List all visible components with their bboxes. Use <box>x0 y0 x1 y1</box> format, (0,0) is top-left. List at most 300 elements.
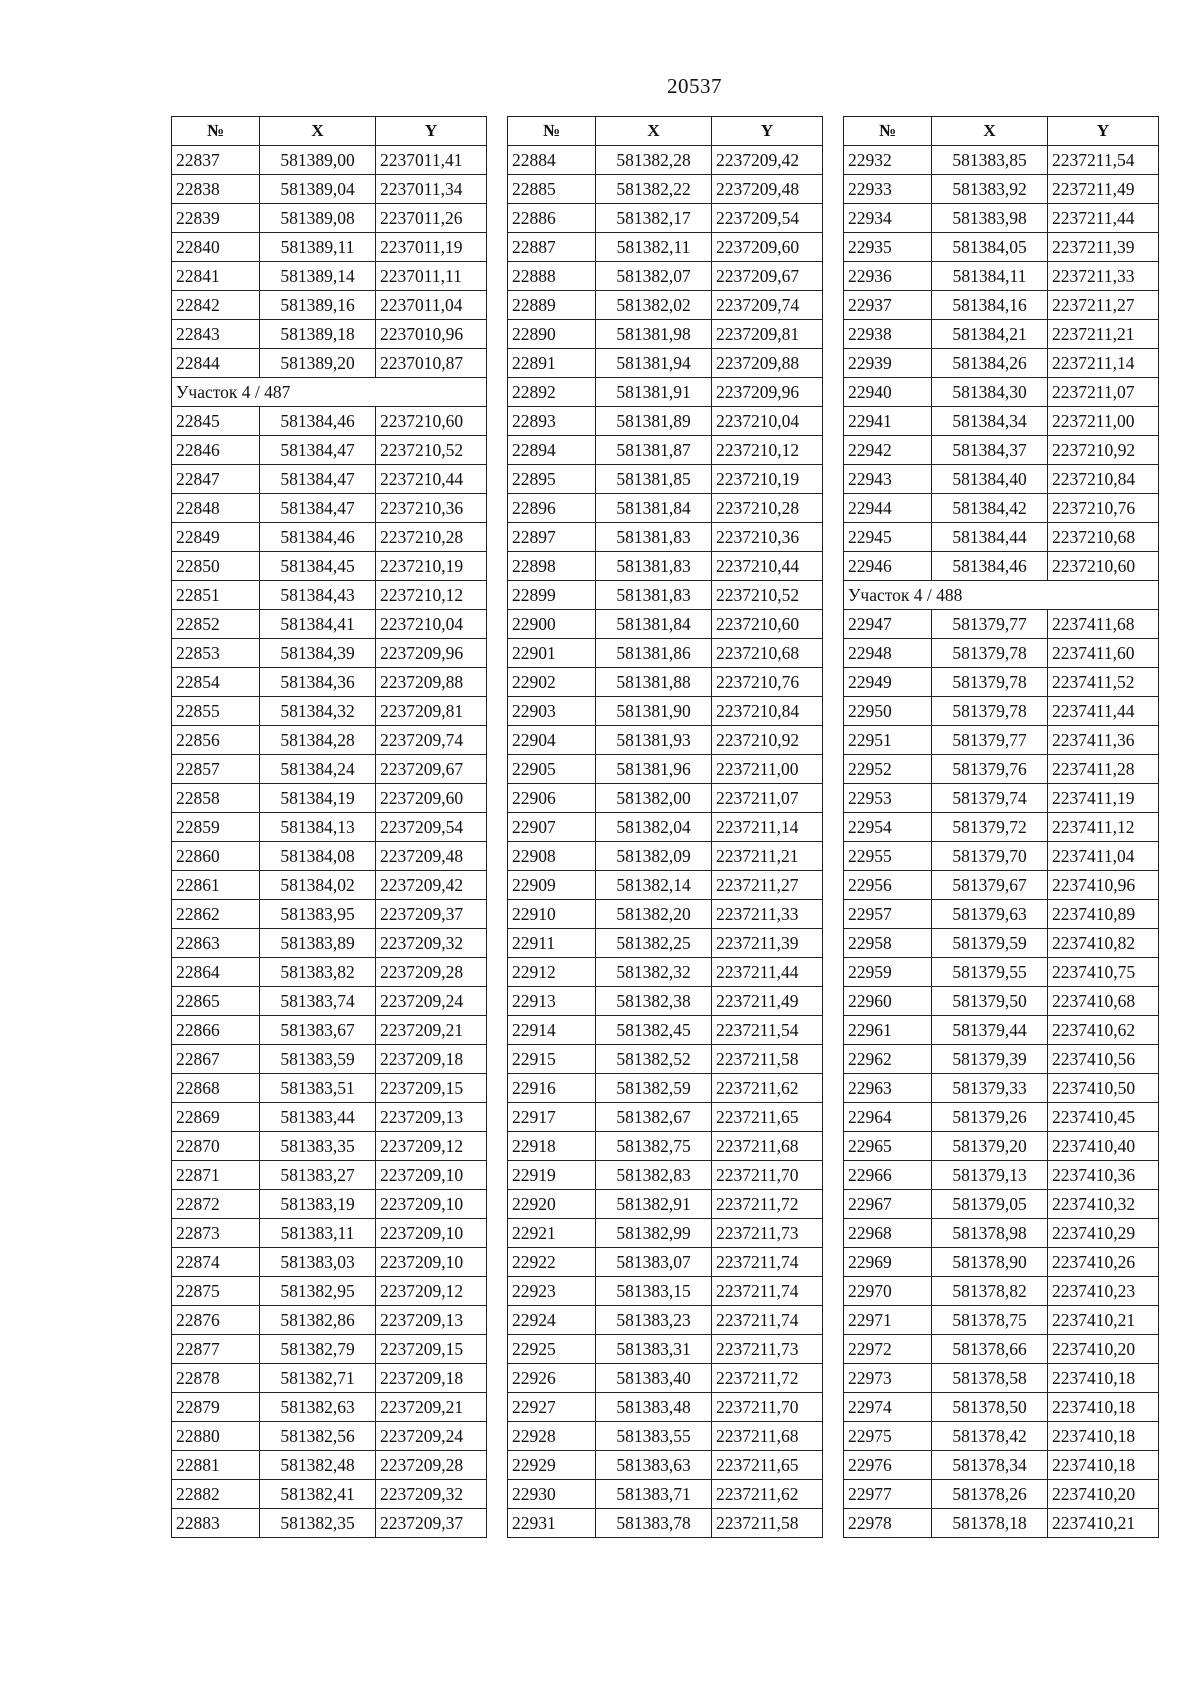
x-coordinate-cell: 581389,08 <box>260 204 376 233</box>
y-coordinate-cell: 2237210,12 <box>712 436 823 465</box>
x-coordinate-cell: 581378,58 <box>932 1364 1048 1393</box>
page-number: 20537 <box>667 74 722 98</box>
point-number-cell: 22915 <box>508 1045 596 1074</box>
x-coordinate-cell: 581381,83 <box>596 552 712 581</box>
x-coordinate-cell: 581378,34 <box>932 1451 1048 1480</box>
x-coordinate-cell: 581384,42 <box>932 494 1048 523</box>
x-coordinate-cell: 581382,20 <box>596 900 712 929</box>
table-row <box>508 262 823 291</box>
y-coordinate-cell: 2237211,21 <box>712 842 823 871</box>
table-row <box>844 378 1159 407</box>
x-coordinate-cell: 581378,90 <box>932 1248 1048 1277</box>
table-row <box>172 1509 487 1538</box>
point-number-cell: 22838 <box>172 175 260 204</box>
x-coordinate-cell: 581384,24 <box>260 755 376 784</box>
point-number-cell: 22976 <box>844 1451 932 1480</box>
x-coordinate-cell: 581383,27 <box>260 1161 376 1190</box>
x-coordinate-cell: 581379,59 <box>932 929 1048 958</box>
table-row <box>172 523 487 552</box>
y-coordinate-cell: 2237211,00 <box>712 755 823 784</box>
x-coordinate-cell: 581379,13 <box>932 1161 1048 1190</box>
x-coordinate-cell: 581384,43 <box>260 581 376 610</box>
x-coordinate-cell: 581382,79 <box>260 1335 376 1364</box>
table-row <box>508 842 823 871</box>
x-coordinate-cell: 581382,09 <box>596 842 712 871</box>
y-coordinate-cell: 2237209,32 <box>376 1480 487 1509</box>
x-coordinate-cell: 581381,83 <box>596 581 712 610</box>
point-number-cell: 22974 <box>844 1393 932 1422</box>
point-number-cell: 22860 <box>172 842 260 871</box>
table-row <box>172 1103 487 1132</box>
y-coordinate-cell: 2237209,96 <box>376 639 487 668</box>
point-number-cell: 22951 <box>844 726 932 755</box>
point-number-cell: 22890 <box>508 320 596 349</box>
x-coordinate-cell: 581389,18 <box>260 320 376 349</box>
y-coordinate-cell: 2237209,18 <box>376 1045 487 1074</box>
table-row <box>508 929 823 958</box>
y-coordinate-cell: 2237211,68 <box>712 1422 823 1451</box>
point-number-cell: 22950 <box>844 697 932 726</box>
x-coordinate-cell: 581381,93 <box>596 726 712 755</box>
y-coordinate-cell: 2237211,65 <box>712 1103 823 1132</box>
y-coordinate-cell: 2237011,04 <box>376 291 487 320</box>
table-row <box>844 1219 1159 1248</box>
x-coordinate-cell: 581378,26 <box>932 1480 1048 1509</box>
point-number-cell: 22959 <box>844 958 932 987</box>
y-coordinate-cell: 2237210,60 <box>1048 552 1159 581</box>
table-row <box>172 494 487 523</box>
point-number-cell: 22875 <box>172 1277 260 1306</box>
x-coordinate-cell: 581383,78 <box>596 1509 712 1538</box>
point-number-cell: 22882 <box>172 1480 260 1509</box>
y-coordinate-cell: 2237210,12 <box>376 581 487 610</box>
point-number-cell: 22889 <box>508 291 596 320</box>
point-number-cell: 22968 <box>844 1219 932 1248</box>
point-number-cell: 22925 <box>508 1335 596 1364</box>
x-coordinate-cell: 581383,74 <box>260 987 376 1016</box>
y-coordinate-cell: 2237211,54 <box>712 1016 823 1045</box>
x-coordinate-cell: 581379,67 <box>932 871 1048 900</box>
y-coordinate-cell: 2237011,26 <box>376 204 487 233</box>
table-row <box>508 1103 823 1132</box>
y-coordinate-cell: 2237209,24 <box>376 987 487 1016</box>
x-coordinate-cell: 581383,19 <box>260 1190 376 1219</box>
x-coordinate-cell: 581382,99 <box>596 1219 712 1248</box>
point-number-cell: 22907 <box>508 813 596 842</box>
table-row <box>508 407 823 436</box>
x-coordinate-cell: 581381,96 <box>596 755 712 784</box>
x-coordinate-cell: 581389,16 <box>260 291 376 320</box>
table-row <box>172 1219 487 1248</box>
table-row <box>508 1335 823 1364</box>
x-coordinate-cell: 581383,23 <box>596 1306 712 1335</box>
y-coordinate-cell: 2237210,60 <box>376 407 487 436</box>
point-number-cell: 22897 <box>508 523 596 552</box>
x-coordinate-cell: 581382,28 <box>596 146 712 175</box>
x-coordinate-cell: 581384,21 <box>932 320 1048 349</box>
x-coordinate-cell: 581379,26 <box>932 1103 1048 1132</box>
x-coordinate-cell: 581379,20 <box>932 1132 1048 1161</box>
y-coordinate-cell: 2237211,49 <box>712 987 823 1016</box>
point-number-cell: 22865 <box>172 987 260 1016</box>
y-coordinate-cell: 2237209,37 <box>376 1509 487 1538</box>
point-number-cell: 22852 <box>172 610 260 639</box>
y-coordinate-cell: 2237209,21 <box>376 1016 487 1045</box>
table-row <box>172 1335 487 1364</box>
x-coordinate-cell: 581384,28 <box>260 726 376 755</box>
coordinates-table-right <box>843 116 1159 1538</box>
header-y: Y <box>1048 117 1159 146</box>
y-coordinate-cell: 2237211,14 <box>712 813 823 842</box>
y-coordinate-cell: 2237211,14 <box>1048 349 1159 378</box>
x-coordinate-cell: 581383,89 <box>260 929 376 958</box>
y-coordinate-cell: 2237211,74 <box>712 1306 823 1335</box>
point-number-cell: 22944 <box>844 494 932 523</box>
x-coordinate-cell: 581384,08 <box>260 842 376 871</box>
x-coordinate-cell: 581379,77 <box>932 726 1048 755</box>
y-coordinate-cell: 2237210,76 <box>712 668 823 697</box>
point-number-cell: 22858 <box>172 784 260 813</box>
y-coordinate-cell: 2237211,74 <box>712 1248 823 1277</box>
x-coordinate-cell: 581378,50 <box>932 1393 1048 1422</box>
point-number-cell: 22893 <box>508 407 596 436</box>
table-row <box>172 842 487 871</box>
y-coordinate-cell: 2237209,12 <box>376 1132 487 1161</box>
point-number-cell: 22878 <box>172 1364 260 1393</box>
table-row <box>172 233 487 262</box>
x-coordinate-cell: 581379,63 <box>932 900 1048 929</box>
x-coordinate-cell: 581384,19 <box>260 784 376 813</box>
table-row <box>172 1480 487 1509</box>
table-row <box>172 871 487 900</box>
point-number-cell: 22872 <box>172 1190 260 1219</box>
table-row <box>844 1103 1159 1132</box>
x-coordinate-cell: 581382,32 <box>596 958 712 987</box>
y-coordinate-cell: 2237410,18 <box>1048 1393 1159 1422</box>
table-row <box>844 1335 1159 1364</box>
y-coordinate-cell: 2237209,24 <box>376 1422 487 1451</box>
point-number-cell: 22921 <box>508 1219 596 1248</box>
point-number-cell: 22901 <box>508 639 596 668</box>
x-coordinate-cell: 581383,98 <box>932 204 1048 233</box>
x-coordinate-cell: 581383,67 <box>260 1016 376 1045</box>
x-coordinate-cell: 581383,11 <box>260 1219 376 1248</box>
table-row <box>844 639 1159 668</box>
x-coordinate-cell: 581389,20 <box>260 349 376 378</box>
x-coordinate-cell: 581379,44 <box>932 1016 1048 1045</box>
x-coordinate-cell: 581382,95 <box>260 1277 376 1306</box>
point-number-cell: 22938 <box>844 320 932 349</box>
y-coordinate-cell: 2237211,58 <box>712 1045 823 1074</box>
point-number-cell: 22966 <box>844 1161 932 1190</box>
point-number-cell: 22972 <box>844 1335 932 1364</box>
x-coordinate-cell: 581381,84 <box>596 610 712 639</box>
point-number-cell: 22877 <box>172 1335 260 1364</box>
y-coordinate-cell: 2237211,27 <box>712 871 823 900</box>
y-coordinate-cell: 2237211,65 <box>712 1451 823 1480</box>
point-number-cell: 22962 <box>844 1045 932 1074</box>
x-coordinate-cell: 581379,78 <box>932 697 1048 726</box>
x-coordinate-cell: 581383,40 <box>596 1364 712 1393</box>
x-coordinate-cell: 581383,59 <box>260 1045 376 1074</box>
y-coordinate-cell: 2237209,10 <box>376 1190 487 1219</box>
point-number-cell: 22932 <box>844 146 932 175</box>
x-coordinate-cell: 581378,75 <box>932 1306 1048 1335</box>
x-coordinate-cell: 581382,38 <box>596 987 712 1016</box>
y-coordinate-cell: 2237211,07 <box>712 784 823 813</box>
table-row <box>844 407 1159 436</box>
table-row <box>844 1422 1159 1451</box>
x-coordinate-cell: 581381,91 <box>596 378 712 407</box>
point-number-cell: 22844 <box>172 349 260 378</box>
table-row <box>172 320 487 349</box>
table-row <box>508 1422 823 1451</box>
x-coordinate-cell: 581382,35 <box>260 1509 376 1538</box>
y-coordinate-cell: 2237210,92 <box>1048 436 1159 465</box>
table-row <box>844 204 1159 233</box>
point-number-cell: 22949 <box>844 668 932 697</box>
header-x: X <box>260 117 376 146</box>
x-coordinate-cell: 581384,36 <box>260 668 376 697</box>
y-coordinate-cell: 2237210,84 <box>1048 465 1159 494</box>
coordinates-table-left <box>171 116 487 1538</box>
x-coordinate-cell: 581382,11 <box>596 233 712 262</box>
point-number-cell: 22945 <box>844 523 932 552</box>
point-number-cell: 22847 <box>172 465 260 494</box>
point-number-cell: 22909 <box>508 871 596 900</box>
table-row <box>508 291 823 320</box>
y-coordinate-cell: 2237209,74 <box>712 291 823 320</box>
x-coordinate-cell: 581383,85 <box>932 146 1048 175</box>
y-coordinate-cell: 2237210,92 <box>712 726 823 755</box>
x-coordinate-cell: 581384,11 <box>932 262 1048 291</box>
x-coordinate-cell: 581383,82 <box>260 958 376 987</box>
y-coordinate-cell: 2237211,27 <box>1048 291 1159 320</box>
table-row <box>508 813 823 842</box>
x-coordinate-cell: 581379,77 <box>932 610 1048 639</box>
x-coordinate-cell: 581384,46 <box>260 407 376 436</box>
point-number-cell: 22960 <box>844 987 932 1016</box>
y-coordinate-cell: 2237209,42 <box>712 146 823 175</box>
table-row <box>172 1045 487 1074</box>
y-coordinate-cell: 2237209,81 <box>376 697 487 726</box>
point-number-cell: 22956 <box>844 871 932 900</box>
table-row <box>172 436 487 465</box>
point-number-cell: 22859 <box>172 813 260 842</box>
table-row <box>508 552 823 581</box>
table-row <box>508 1509 823 1538</box>
x-coordinate-cell: 581383,03 <box>260 1248 376 1277</box>
table-row <box>508 436 823 465</box>
y-coordinate-cell: 2237210,36 <box>712 523 823 552</box>
table-row <box>172 1364 487 1393</box>
table-row <box>844 900 1159 929</box>
x-coordinate-cell: 581384,47 <box>260 436 376 465</box>
x-coordinate-cell: 581378,18 <box>932 1509 1048 1538</box>
y-coordinate-cell: 2237011,41 <box>376 146 487 175</box>
x-coordinate-cell: 581379,78 <box>932 668 1048 697</box>
x-coordinate-cell: 581383,92 <box>932 175 1048 204</box>
table-row <box>844 291 1159 320</box>
y-coordinate-cell: 2237410,40 <box>1048 1132 1159 1161</box>
x-coordinate-cell: 581379,50 <box>932 987 1048 1016</box>
section-label: Участок 4 / 488 <box>844 581 1159 610</box>
table-row <box>844 1451 1159 1480</box>
x-coordinate-cell: 581383,51 <box>260 1074 376 1103</box>
point-number-cell: 22964 <box>844 1103 932 1132</box>
table-row <box>508 871 823 900</box>
point-number-cell: 22975 <box>844 1422 932 1451</box>
table-row <box>508 784 823 813</box>
point-number-cell: 22978 <box>844 1509 932 1538</box>
point-number-cell: 22906 <box>508 784 596 813</box>
y-coordinate-cell: 2237209,67 <box>376 755 487 784</box>
point-number-cell: 22965 <box>844 1132 932 1161</box>
point-number-cell: 22888 <box>508 262 596 291</box>
y-coordinate-cell: 2237211,62 <box>712 1074 823 1103</box>
y-coordinate-cell: 2237209,96 <box>712 378 823 407</box>
table-row <box>844 784 1159 813</box>
table-row <box>508 1045 823 1074</box>
table-row <box>172 581 487 610</box>
y-coordinate-cell: 2237411,36 <box>1048 726 1159 755</box>
x-coordinate-cell: 581379,05 <box>932 1190 1048 1219</box>
point-number-cell: 22869 <box>172 1103 260 1132</box>
x-coordinate-cell: 581381,90 <box>596 697 712 726</box>
point-number-cell: 22913 <box>508 987 596 1016</box>
point-number-cell: 22903 <box>508 697 596 726</box>
header-x: X <box>932 117 1048 146</box>
y-coordinate-cell: 2237211,58 <box>712 1509 823 1538</box>
table-row <box>844 146 1159 175</box>
y-coordinate-cell: 2237210,44 <box>376 465 487 494</box>
x-coordinate-cell: 581383,48 <box>596 1393 712 1422</box>
point-number-cell: 22843 <box>172 320 260 349</box>
table-row <box>844 552 1159 581</box>
y-coordinate-cell: 2237210,36 <box>376 494 487 523</box>
point-number-cell: 22861 <box>172 871 260 900</box>
table-row <box>172 726 487 755</box>
y-coordinate-cell: 2237211,07 <box>1048 378 1159 407</box>
table-row <box>172 262 487 291</box>
table-row <box>844 1306 1159 1335</box>
point-number-cell: 22848 <box>172 494 260 523</box>
x-coordinate-cell: 581381,86 <box>596 639 712 668</box>
table-row <box>844 697 1159 726</box>
x-coordinate-cell: 581382,22 <box>596 175 712 204</box>
table-row <box>172 813 487 842</box>
table-row <box>172 1277 487 1306</box>
y-coordinate-cell: 2237410,18 <box>1048 1364 1159 1393</box>
y-coordinate-cell: 2237211,44 <box>1048 204 1159 233</box>
point-number-cell: 22942 <box>844 436 932 465</box>
table-row <box>172 639 487 668</box>
y-coordinate-cell: 2237410,62 <box>1048 1016 1159 1045</box>
table-row <box>508 1451 823 1480</box>
y-coordinate-cell: 2237211,00 <box>1048 407 1159 436</box>
point-number-cell: 22899 <box>508 581 596 610</box>
y-coordinate-cell: 2237209,13 <box>376 1306 487 1335</box>
table-row <box>844 523 1159 552</box>
y-coordinate-cell: 2237210,19 <box>376 552 487 581</box>
x-coordinate-cell: 581381,88 <box>596 668 712 697</box>
y-coordinate-cell: 2237410,45 <box>1048 1103 1159 1132</box>
x-coordinate-cell: 581379,72 <box>932 813 1048 842</box>
table-row <box>508 204 823 233</box>
point-number-cell: 22918 <box>508 1132 596 1161</box>
table-row <box>508 1016 823 1045</box>
point-number-cell: 22919 <box>508 1161 596 1190</box>
y-coordinate-cell: 2237211,49 <box>1048 175 1159 204</box>
table-row <box>172 1393 487 1422</box>
y-coordinate-cell: 2237209,88 <box>712 349 823 378</box>
table-row <box>172 1016 487 1045</box>
table-row <box>172 697 487 726</box>
y-coordinate-cell: 2237209,28 <box>376 958 487 987</box>
table-row <box>508 726 823 755</box>
y-coordinate-cell: 2237010,87 <box>376 349 487 378</box>
table-row <box>172 291 487 320</box>
point-number-cell: 22937 <box>844 291 932 320</box>
x-coordinate-cell: 581383,55 <box>596 1422 712 1451</box>
table-row <box>844 175 1159 204</box>
x-coordinate-cell: 581382,04 <box>596 813 712 842</box>
point-number-cell: 22970 <box>844 1277 932 1306</box>
table-row <box>508 900 823 929</box>
table-row <box>172 668 487 697</box>
table-row <box>844 1393 1159 1422</box>
table-row <box>844 1248 1159 1277</box>
table-row <box>844 1074 1159 1103</box>
point-number-cell: 22855 <box>172 697 260 726</box>
table-row <box>508 1480 823 1509</box>
point-number-cell: 22917 <box>508 1103 596 1132</box>
point-number-cell: 22958 <box>844 929 932 958</box>
point-number-cell: 22856 <box>172 726 260 755</box>
x-coordinate-cell: 581378,66 <box>932 1335 1048 1364</box>
point-number-cell: 22887 <box>508 233 596 262</box>
point-number-cell: 22973 <box>844 1364 932 1393</box>
x-coordinate-cell: 581381,89 <box>596 407 712 436</box>
y-coordinate-cell: 2237410,23 <box>1048 1277 1159 1306</box>
y-coordinate-cell: 2237210,04 <box>376 610 487 639</box>
table-row <box>172 784 487 813</box>
x-coordinate-cell: 581384,02 <box>260 871 376 900</box>
point-number-cell: 22936 <box>844 262 932 291</box>
table-row <box>844 262 1159 291</box>
table-row <box>844 813 1159 842</box>
x-coordinate-cell: 581384,37 <box>932 436 1048 465</box>
table-row <box>508 1277 823 1306</box>
y-coordinate-cell: 2237410,21 <box>1048 1509 1159 1538</box>
x-coordinate-cell: 581378,42 <box>932 1422 1048 1451</box>
point-number-cell: 22862 <box>172 900 260 929</box>
point-number-cell: 22934 <box>844 204 932 233</box>
point-number-cell: 22904 <box>508 726 596 755</box>
table-row <box>508 1306 823 1335</box>
table-row <box>508 1393 823 1422</box>
x-coordinate-cell: 581379,39 <box>932 1045 1048 1074</box>
y-coordinate-cell: 2237209,15 <box>376 1335 487 1364</box>
table-row <box>172 610 487 639</box>
x-coordinate-cell: 581381,87 <box>596 436 712 465</box>
x-coordinate-cell: 581383,63 <box>596 1451 712 1480</box>
table-row <box>844 494 1159 523</box>
x-coordinate-cell: 581379,55 <box>932 958 1048 987</box>
point-number-cell: 22884 <box>508 146 596 175</box>
y-coordinate-cell: 2237411,04 <box>1048 842 1159 871</box>
point-number-cell: 22929 <box>508 1451 596 1480</box>
